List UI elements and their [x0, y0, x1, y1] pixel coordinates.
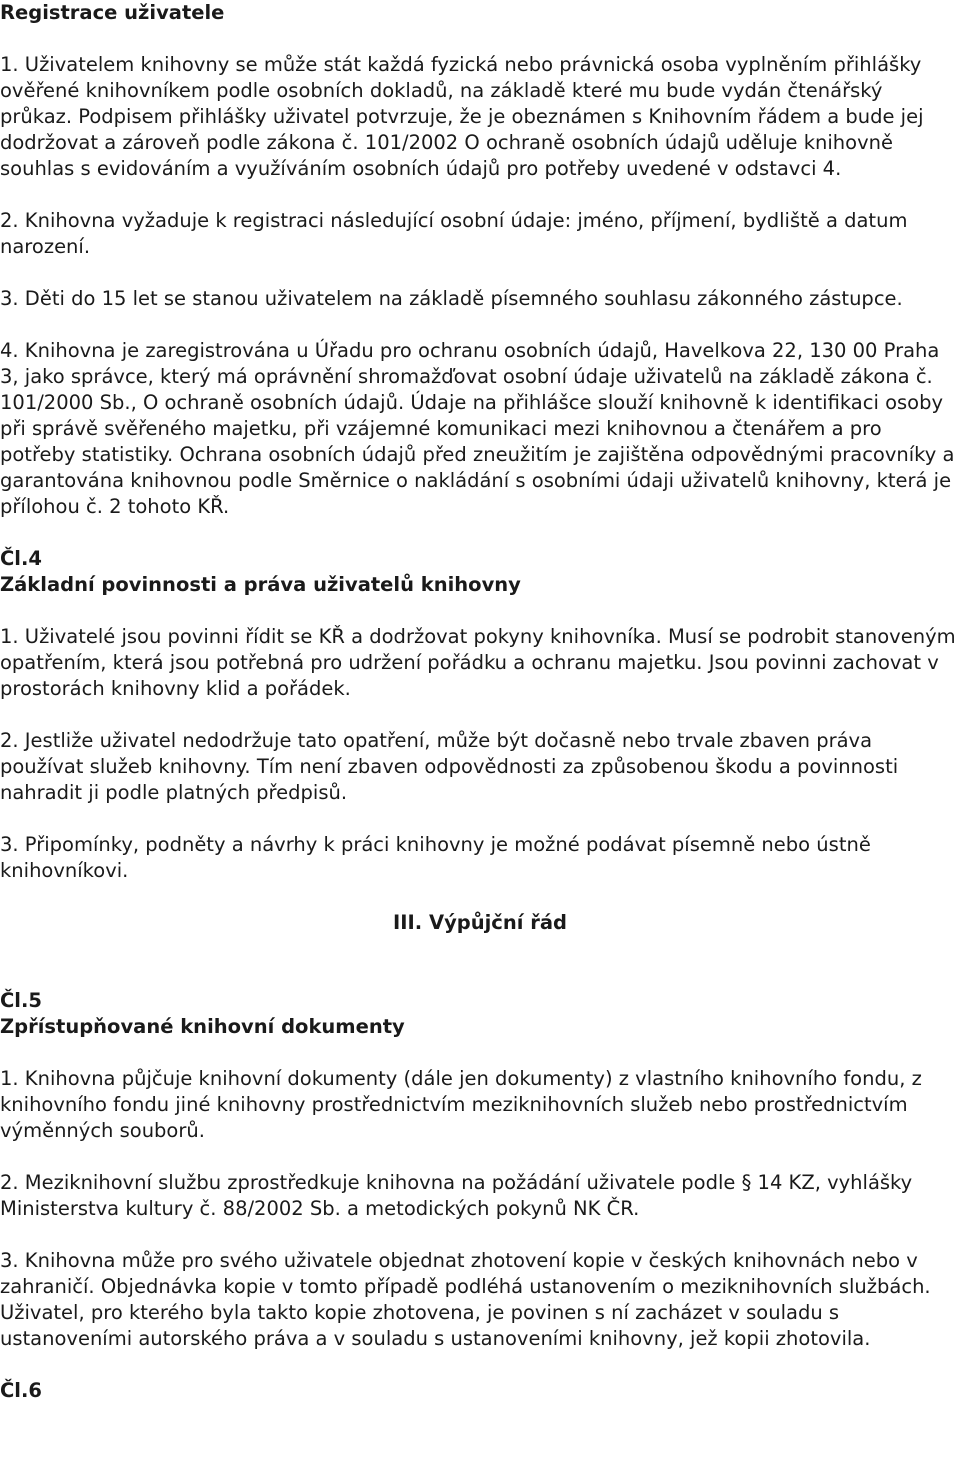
- paragraph-registration-3: 3. Děti do 15 let se stanou uživatelem na základě písemného souhlasu zákonného zástupce.: [0, 287, 903, 310]
- paragraph-registration-2: 2. Knihovna vyžaduje k registraci následující osobní údaje: jméno, příjmení, bydliště a datum narození.: [0, 209, 908, 258]
- paragraph-registration-1: 1. Uživatelem knihovny se může stát každá fyzická nebo právnická osoba vyplněním přihlášky ověřené knihovníkem podle osobních dokladů, na základě které mu bude vydán čtenářský průkaz. Podpisem přihlášky uživatel potvrzuje, že je obeznámen s Knihovním řádem a bude jej dodržovat a zároveň podle zákona č. 101/2002 O ochraně osobních údajů uděluje knihovně souhlas s evidováním a využíváním osobních údajů pro potřeby uvedené v odstavci 4.: [0, 53, 924, 180]
- section-title-registration: Registrace uživatele: [0, 1, 225, 24]
- paragraph-art4-3: 3. Připomínky, podněty a návrhy k práci knihovny je možné podávat písemně nebo ústně knihovníkovi.: [0, 833, 871, 882]
- paragraph-art4-2: 2. Jestliže uživatel nedodržuje tato opatření, může být dočasně nebo trvale zbaven práva používat služeb knihovny. Tím není zbaven odpovědnosti za způsobenou škodu a povinnosti nahradit ji podle platných předpisů.: [0, 729, 899, 804]
- paragraph-art5-1: 1. Knihovna půjčuje knihovní dokumenty (dále jen dokumenty) z vlastního knihovního fondu, z knihovního fondu jiné knihovny prostřednictvím meziknihovních služeb nebo prostřednictvím výměnných souborů.: [0, 1067, 922, 1142]
- paragraph-art4-1: 1. Uživatelé jsou povinni řídit se KŘ a dodržovat pokyny knihovníka. Musí se podrobit stanoveným opatřením, která jsou potřebná pro udržení pořádku a ochranu majetku. Jsou povinni zachovat v prostorách knihovny klid a pořádek.: [0, 625, 956, 700]
- paragraph-art5-2: 2. Meziknihovní službu zprostředkuje knihovna na požádání uživatele podle § 14 KZ, vyhlášky Ministerstva kultury č. 88/2002 Sb. a metodických pokynů NK ČR.: [0, 1171, 913, 1220]
- article-number-5: Čl.5: [0, 989, 42, 1012]
- paragraph-art5-3: 3. Knihovna může pro svého uživatele objednat zhotovení kopie v českých knihovnách nebo v zahraničí. Objednávka kopie v tomto případě podléhá ustanovením o meziknihovních službách. Uživatel, pro kterého byla takto kopie zhotovena, je povinen s ní zacházet v souladu s ustanoveními autorského práva a v souladu s ustanoveními knihovny, jež kopii zhotovila.: [0, 1249, 931, 1350]
- article-number-6: Čl.6: [0, 1379, 42, 1402]
- part-title-3: III. Výpůjční řád: [393, 911, 567, 934]
- article-title-4: Základní povinnosti a práva uživatelů knihovny: [0, 573, 521, 596]
- article-number-4: Čl.4: [0, 547, 42, 570]
- article-title-5: Zpřístupňované knihovní dokumenty: [0, 1015, 405, 1038]
- paragraph-registration-4: 4. Knihovna je zaregistrována u Úřadu pro ochranu osobních údajů, Havelkova 22, 130 00 Praha 3, jako správce, který má oprávnění shromažďovat osobní údaje uživatelů na základě zákona č. 101/2000 Sb., O ochraně osobních údajů. Údaje na přihlášce slouží knihovně k identifikaci osoby při správě svěřeného majetku, při vzájemné komunikaci mezi knihovnou a čtenářem a pro potřeby statistiky. Ochrana osobních údajů před zneužitím je zajištěna odpovědnými pracovníky a garantována knihovnou podle Směrnice o nakládání s osobními údaji uživatelů knihovny, která je přílohou č. 2 tohoto KŘ.: [0, 339, 955, 518]
